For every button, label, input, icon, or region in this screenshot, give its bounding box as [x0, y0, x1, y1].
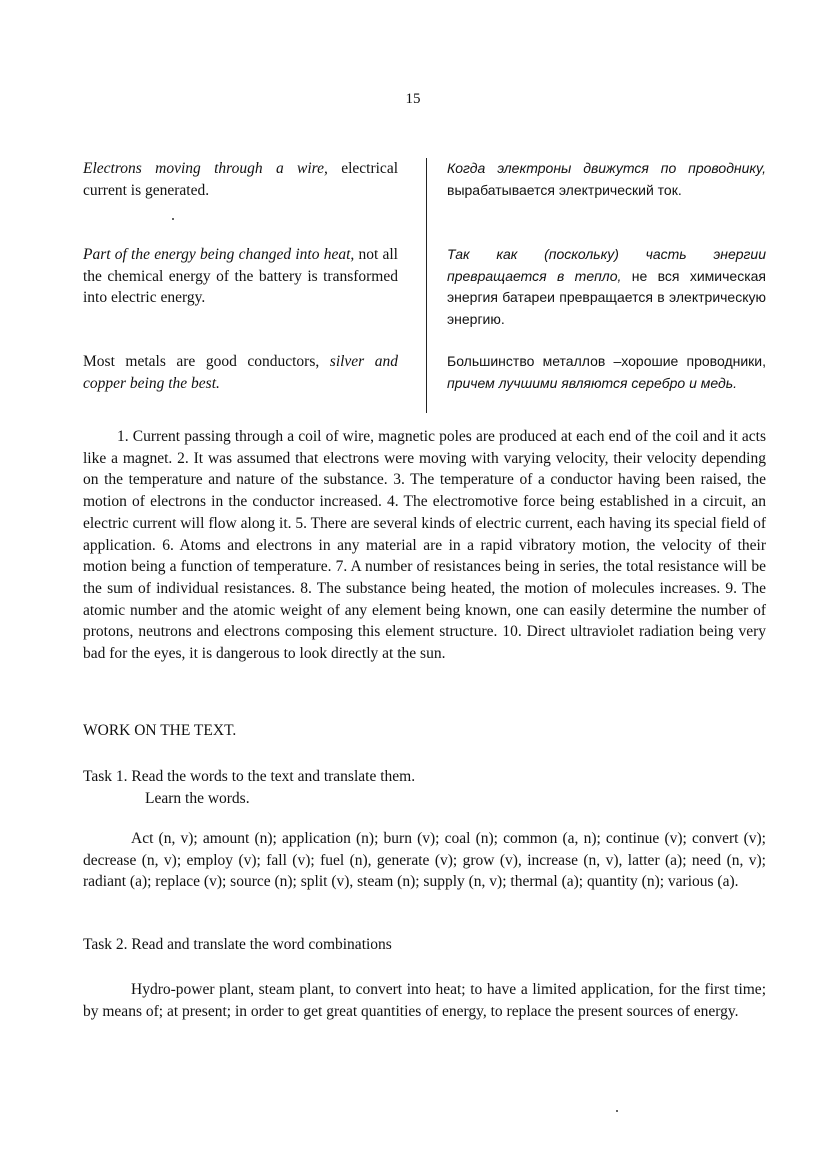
page-number: 15: [405, 91, 421, 107]
english-text: Most metals are good conductors,: [83, 353, 330, 370]
scan-speck: [616, 1110, 618, 1112]
english-cell: [83, 158, 398, 201]
english-text: electrical current is generated.: [83, 160, 399, 199]
russian-cell: [447, 351, 766, 394]
russian-text: не вся химическая энергия батареи превращается в электрическую энергию.: [447, 267, 766, 327]
russian-italic: причем лучшими являются серебро и медь.: [447, 374, 737, 391]
word-combinations: Hydro-power plant, steam plant, to convert into heat; to have a limited application, for the first time; by means of; at present; in order to get great quantities of energy, to replace the present sources of energy.: [83, 981, 766, 1020]
task-1: [83, 766, 415, 810]
english-italic: Electrons moving through a wire,: [83, 160, 328, 177]
russian-italic: Так как (поскольку) часть энергии превращается в тепло,: [447, 246, 766, 284]
english-cell: [83, 351, 398, 394]
vocabulary-list: Act (n, v); amount (n); application (n); burn (v); coal (n); common (a, n); continue (v); convert (v); decrease (n, v); employ (v); fall (v); fuel (n), generate (v); grow (v), increase (n, v), latter (a); need (n, v); radiant (a); replace (v); source (n); split (v), steam (n); supply (n, v); thermal (a); quantity (n); various (a).: [83, 830, 766, 891]
bilingual-row: [83, 351, 766, 421]
russian-italic: Когда электроны движутся по проводнику,: [447, 160, 766, 176]
russian-text: вырабатывается электрический ток.: [447, 181, 682, 198]
example-sentences: 1. Current passing through a coil of wire, magnetic poles are produced at each end of the coil and it acts like a magnet. 2. It was assumed that electrons were moving with varying velocity, their velocity depending on the temperature and nature of the substance. 3. The temperature of a conductor having been raised, the motion of electrons in the conductor increased. 4. The electromotive force being established in a circuit, an electric current will flow along it. 5. There are several kinds of electric current, each having its special field of application. 6. Atoms and electrons in any material are in a rapid vibratory motion, the velocity of their motion being a function of temperature. 7. A number of resistances being in series, the total resistance will be the sum of individual resistances. 8. The substance being heated, the motion of molecules increases. 9. The atomic number and the atomic weight of any element being known, one can easily determine the number of protons, neutrons and electrons composing this element structure. 10. Direct ultraviolet radiation being very bad for the eyes, it is dangerous to look directly at the sun.: [83, 428, 766, 663]
english-text: not all the chemical energy of the battery is transformed into electric energy.: [83, 246, 398, 306]
russian-cell: [447, 158, 766, 201]
russian-text: Большинство металлов –хорошие проводники,: [447, 353, 766, 369]
english-cell: [83, 244, 398, 309]
scan-speck: [172, 218, 174, 220]
bilingual-row: [83, 158, 766, 228]
task-1-subinstruction: Learn the words.: [145, 790, 250, 807]
english-italic: Part of the energy being changed into heat,: [83, 246, 355, 263]
task-2-instruction: Task 2. Read and translate the word combinations: [83, 936, 392, 953]
task-1-instruction: Task 1. Read the words to the text and translate them.: [83, 768, 416, 785]
russian-cell: [447, 244, 766, 330]
english-italic: silver and copper being the best.: [83, 353, 398, 392]
section-heading: WORK ON THE TEXT.: [83, 722, 237, 739]
bilingual-row: [83, 244, 766, 327]
